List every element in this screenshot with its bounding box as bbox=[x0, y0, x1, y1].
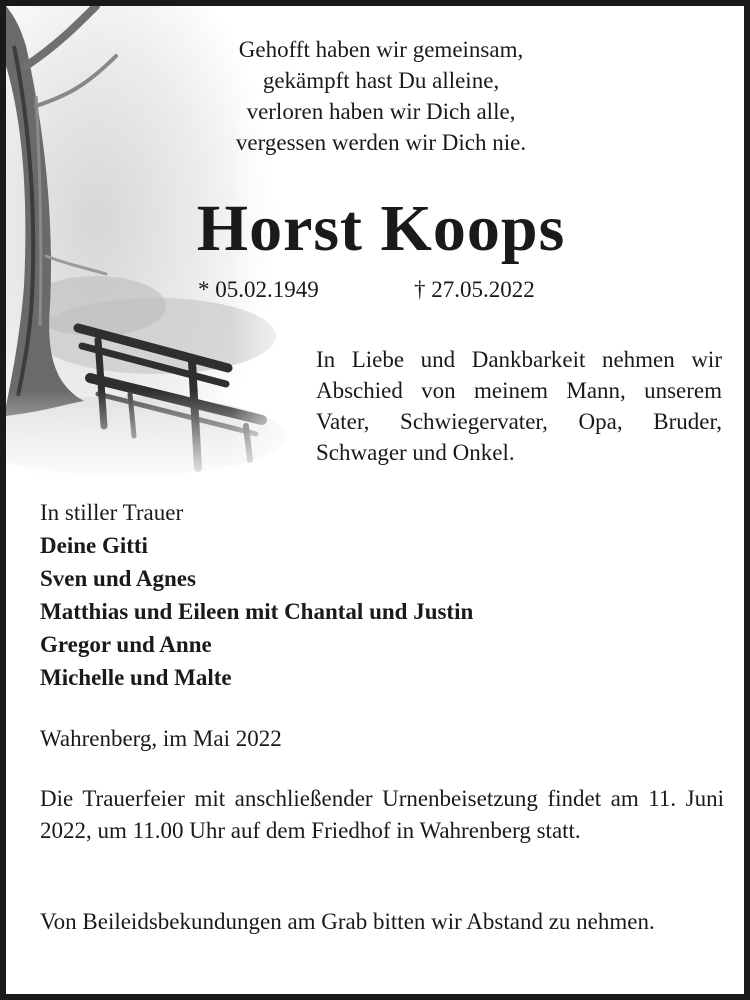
mourners-block bbox=[40, 496, 730, 694]
poem-line: gekämpft hast Du alleine, bbox=[262, 68, 500, 93]
deceased-name: Horst Koops bbox=[196, 192, 566, 265]
poem bbox=[126, 34, 636, 158]
place-and-date: Wahrenberg, im Mai 2022 bbox=[40, 726, 282, 751]
poem-line: Gehofft haben wir gemeinsam, bbox=[238, 37, 524, 62]
birth-date: * 05.02.1949 bbox=[198, 277, 319, 302]
mourners-intro: In stiller Trauer bbox=[40, 500, 184, 525]
mourner-name: Deine Gitti bbox=[40, 533, 148, 558]
mourner-name: Gregor und Anne bbox=[40, 632, 212, 657]
mourner-name: Sven und Agnes bbox=[40, 566, 196, 591]
farewell-text: In Liebe und Dankbarkeit nehmen wir Abschied von meinem Mann, unserem Vater, Schwiegervater, Opa, Bruder, Schwager und Onkel. bbox=[316, 347, 722, 465]
poem-line: verloren haben wir Dich alle, bbox=[246, 99, 516, 124]
death-date: † 27.05.2022 bbox=[414, 277, 535, 302]
mourner-name: Matthias und Eileen mit Chantal und Justin bbox=[40, 599, 474, 624]
poem-line: vergessen werden wir Dich nie. bbox=[235, 130, 527, 155]
funeral-ceremony-text: Die Trauerfeier mit anschließender Urnenbeisetzung findet am 11. Juni 2022, um 11.00 Uhr auf dem Friedhof in Wahrenberg statt. bbox=[40, 786, 724, 843]
condolences-text: Von Beileidsbekundungen am Grab bitten wir Abstand zu nehmen. bbox=[40, 909, 655, 934]
mourner-name: Michelle und Malte bbox=[40, 665, 232, 690]
